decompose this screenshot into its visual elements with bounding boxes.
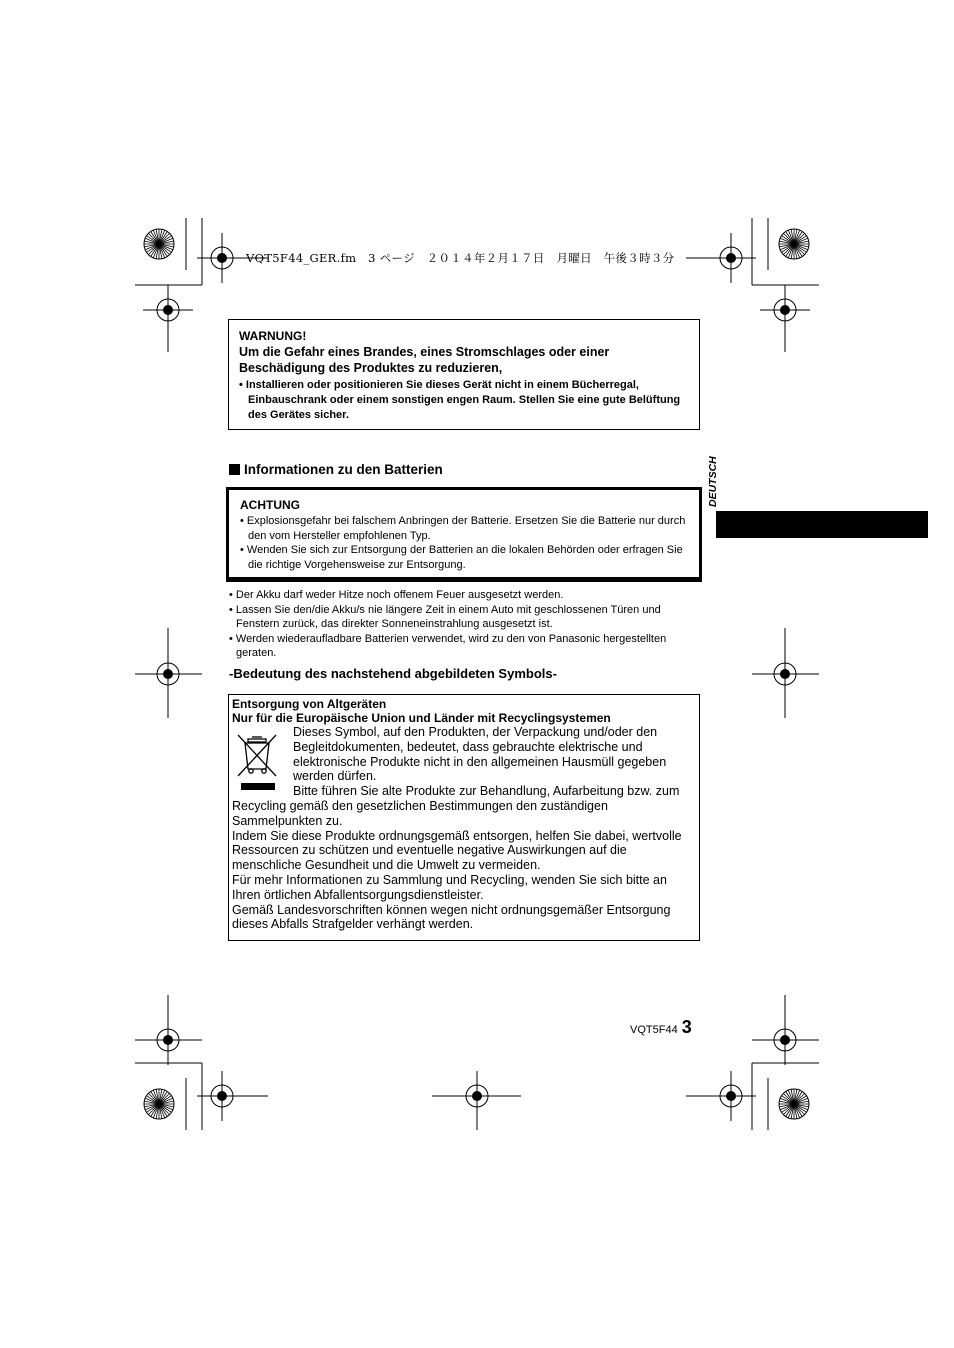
page-footer — [630, 1017, 692, 1038]
weee-crossed-bin-icon — [235, 731, 287, 795]
list-item: • Werden wiederaufladbare Batterien verwendet, wird zu den von Panasonic hergestellten geraten. — [229, 632, 667, 659]
warning-bullet: • Installieren oder positionieren Sie dieses Gerät nicht in einem Bücherregal, Einbauschrank oder einem sonstigen engen Raum. Stellen Sie eine gute Belüftung des Gerätes sicher. — [239, 379, 681, 421]
language-tab-bar — [716, 511, 928, 538]
list-item: • Lassen Sie den/die Akku/s nie längere Zeit in einem Auto mit geschlossenen Türen und Fenstern zurück, das direkter Sonneneinstrahlung ausgesetzt ist. — [229, 603, 661, 630]
warning-body: Um die Gefahr eines Brandes, eines Stromschlages oder einer Beschädigung des Produktes zu reduzieren, — [239, 345, 610, 375]
disposal-paragraph: Für mehr Informationen zu Sammlung und Recycling, wenden Sie sich bitte an Ihren örtlichen Abfallentsorgungsdienstleister. — [232, 872, 667, 902]
disposal-paragraph: Gemäß Landesvorschriften können wegen nicht ordnungsgemäßer Entsorgung dieses Abfalls Strafgelder verhängt werden. — [232, 902, 671, 932]
disposal-paragraph: Indem Sie diese Produkte ordnungsgemäß entsorgen, helfen Sie dabei, wertvolle Ressourcen zu schützen und eventuelle negative Auswirkungen auf die menschliche Gesundheit und die Umwelt zu vermeiden. — [232, 828, 682, 873]
square-bullet-icon — [229, 464, 240, 475]
caution-box — [226, 487, 702, 582]
caution-title: ACHTUNG — [240, 498, 300, 512]
disposal-box — [228, 694, 700, 941]
disposal-title: Entsorgung von Altgeräten — [232, 697, 387, 711]
list-item: • Der Akku darf weder Hitze noch offenem Feuer ausgesetzt werden. — [229, 589, 564, 601]
caution-bullet: • Explosionsgefahr bei falschem Anbringen der Batterie. Ersetzen Sie die Batterie nur durch den vom Hersteller empfohlenen Typ. — [240, 515, 686, 542]
disposal-subtitle: Nur für die Europäische Union und Länder mit Recyclingsystemen — [232, 711, 611, 725]
disposal-paragraph: Bitte führen Sie alte Produkte zur Behandlung, Aufarbeitung bzw. zum Recycling gemäß den gesetzlichen Bestimmungen den zuständigen Sammelpunkten zu. — [232, 784, 680, 828]
file-info-header: VQT5F44_GER.fm 3 ページ ２０１４年２月１７日 月曜日 午後３時３分 — [246, 251, 675, 265]
disposal-paragraph: Dieses Symbol, auf den Produkten, der Verpackung und/oder den Begleitdokumenten, bedeutet, dass gebrauchte elektrische und elektronische Produkte nicht in den allgemeinen Hausmüll gegeben werden dürfen. — [293, 725, 667, 784]
warning-title: WARNUNG! — [239, 329, 307, 343]
page-number: 3 — [681, 1017, 692, 1037]
warning-box — [228, 319, 700, 430]
language-side-label — [707, 447, 731, 507]
battery-section-heading — [229, 462, 443, 477]
symbol-meaning-heading: -Bedeutung des nachstehend abgebildeten Symbols- — [229, 666, 557, 681]
battery-notes-list — [229, 588, 701, 661]
model-code: VQT5F44 — [630, 1024, 678, 1036]
battery-heading-text: Informationen zu den Batterien — [244, 462, 443, 477]
caution-bullet: • Wenden Sie sich zur Entsorgung der Batterien an die lokalen Behörden oder erfragen Sie die richtige Vorgehensweise zur Entsorgung. — [240, 544, 683, 571]
language-label-text: DEUTSCH — [707, 456, 719, 507]
